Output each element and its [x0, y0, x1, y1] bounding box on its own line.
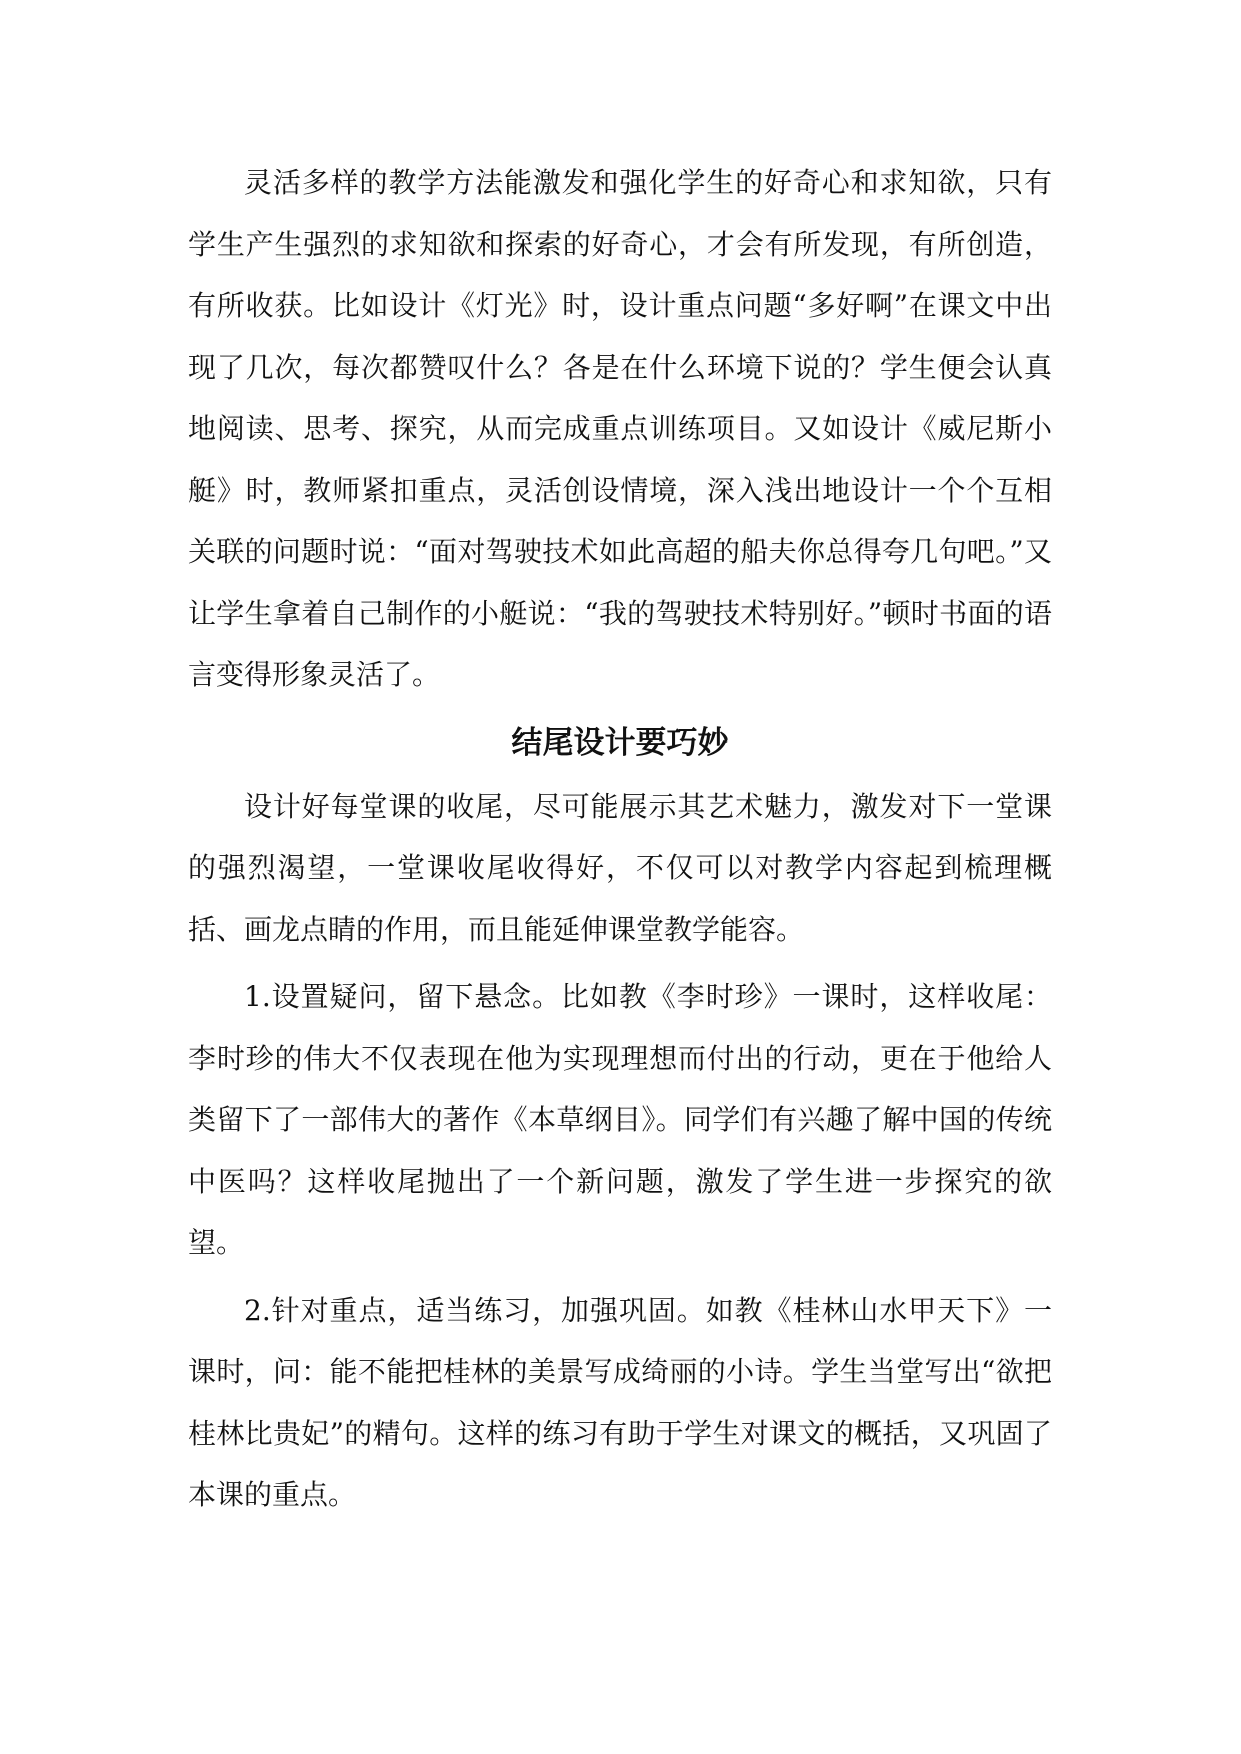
paragraph-teaching-methods: 灵活多样的教学方法能激发和强化学生的好奇心和求知欲，只有学生产生强烈的求知欲和探索的好奇心，才会有所发现，有所创造，有所收获。比如设计《灯光》时，设计重点问题“多好啊”在课文中出现了几次，每次都赞叹什么？各是在什么环境下说的？学生便会认真地阅读、思考、探究，从而完成重点训练项目。又如设计《威尼斯小艇》时，教师紧扣重点，灵活创设情境，深入浅出地设计一个个互相关联的问题时说：“面对驾驶技术如此高超的船夫你总得夸几句吧。”又让学生拿着自己制作的小艇说：“我的驾驶技术特别好。”顿时书面的语言变得形象灵活了。 [188, 166, 1052, 691]
paragraph-point-1: 1.设置疑问，留下悬念。比如教《李时珍》一课时，这样收尾：李时珍的伟大不仅表现在他为实现理想而付出的行动，更在于他给人类留下了一部伟大的著作《本草纲目》。同学们有兴趣了解中国的传统中医吗？这样收尾抛出了一个新问题，激发了学生进一步探究的欲望。 [188, 980, 1052, 1259]
section-heading: 结尾设计要巧妙 [511, 724, 729, 761]
paragraph-ending-design: 设计好每堂课的收尾，尽可能展示其艺术魅力，激发对下一堂课的强烈渴望，一堂课收尾收得好，不仅可以对教学内容起到梳理概括、画龙点睛的作用，而且能延伸课堂教学能容。 [188, 789, 1052, 946]
document-body [188, 152, 1052, 1526]
paragraph-point-2: 2.针对重点，适当练习，加强巩固。如教《桂林山水甲天下》一课时，问：能不能把桂林的美景写成绮丽的小诗。学生当堂写出“欲把桂林比贵妃”的精句。这样的练习有助于学生对课文的概括，又巩固了本课的重点。 [188, 1293, 1052, 1511]
